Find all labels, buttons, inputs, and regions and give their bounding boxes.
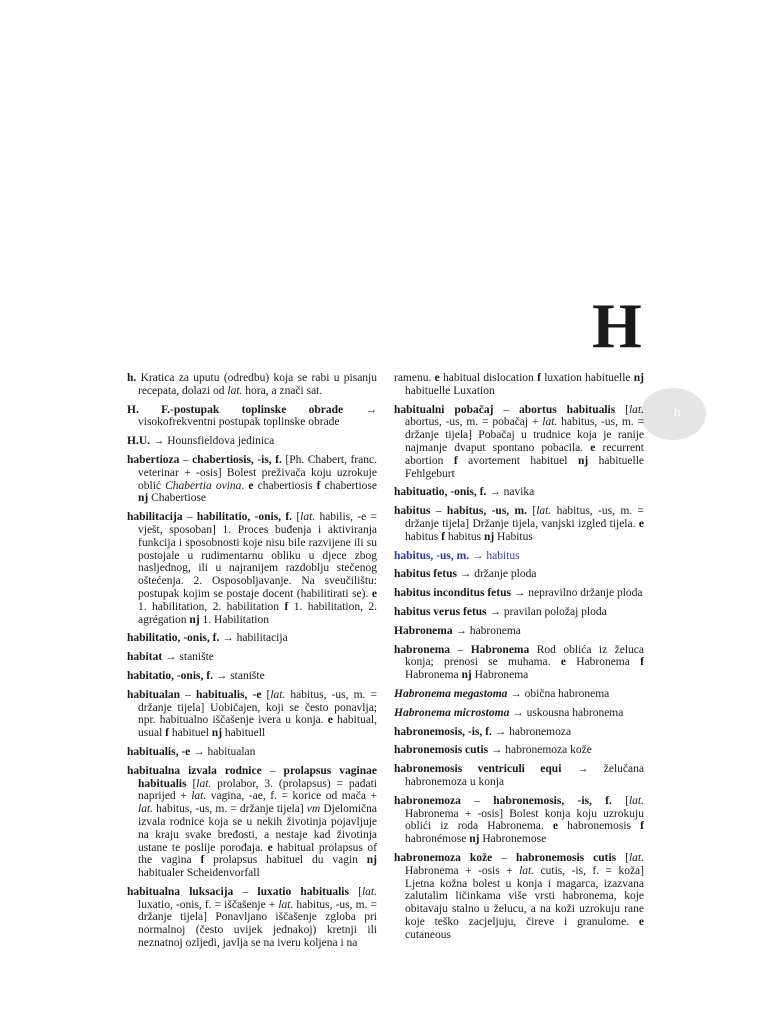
dictionary-entry bbox=[394, 372, 644, 398]
entry-text: 1. Habilitation bbox=[199, 613, 269, 626]
dictionary-column-left bbox=[127, 372, 377, 956]
entry-term: habitualis, -e bbox=[195, 688, 262, 701]
entry-term: f bbox=[200, 854, 205, 867]
entry-term: habitualna luksacija bbox=[127, 885, 234, 898]
entry-italic-text: lat. bbox=[628, 851, 644, 864]
entry-text: [ bbox=[527, 505, 537, 518]
entry-italic-text: lat. bbox=[191, 790, 207, 803]
entry-text: – bbox=[492, 851, 516, 864]
entry-text: – bbox=[180, 688, 196, 701]
entry-term: habronemosis cutis bbox=[394, 744, 489, 757]
entry-text: Rod oblića iz želuca konja; prenosi se muhama. bbox=[405, 643, 644, 669]
entry-text: → želučana habronemoza u konja bbox=[405, 763, 644, 788]
entry-italic-text: lat. bbox=[519, 864, 535, 877]
entry-term: e bbox=[560, 656, 566, 669]
entry-text: 1. habilitation, 2. habilitation bbox=[138, 600, 285, 613]
entry-text: Habronema bbox=[405, 669, 462, 682]
dictionary-entry bbox=[394, 486, 644, 499]
entry-term: chabertiosis, -is, f. bbox=[192, 453, 282, 466]
entry-term: habitat bbox=[127, 651, 163, 664]
entry-text: recurrent abortion bbox=[405, 441, 644, 467]
entry-text: Habronemose bbox=[479, 833, 547, 846]
entry-text: – bbox=[493, 403, 520, 416]
dictionary-entry bbox=[127, 404, 377, 430]
dictionary-entry bbox=[394, 587, 644, 600]
entry-term: habilitacija bbox=[127, 511, 183, 524]
entry-term: habronemosis, -is, f. bbox=[394, 725, 492, 738]
entry-term: habronemosis, -is, f. bbox=[493, 794, 612, 807]
entry-italic-text: lat. bbox=[196, 777, 212, 790]
entry-text: [ bbox=[611, 794, 629, 807]
entry-italic-text: lat. bbox=[361, 885, 377, 898]
entry-term: nj bbox=[211, 727, 223, 740]
dictionary-entry bbox=[394, 606, 644, 619]
entry-text: Habitus bbox=[494, 530, 533, 543]
entry-term: nj bbox=[469, 833, 480, 846]
entry-term: e bbox=[590, 441, 596, 454]
entry-term: habitus verus fetus bbox=[394, 605, 487, 618]
entry-text: Habronema bbox=[471, 669, 529, 682]
entry-term: nj bbox=[189, 613, 200, 626]
entry-text: → habronema bbox=[452, 624, 521, 637]
dictionary-entry bbox=[127, 372, 377, 398]
entry-text: habitus, -us, m. = držanje tijela] Držanje tijela, vanjski izgled tijela. bbox=[405, 505, 645, 530]
entry-term: habitus bbox=[394, 505, 431, 518]
entry-term: habitualna izvala rodnice bbox=[127, 764, 262, 777]
entry-text: avortement habituel bbox=[457, 454, 578, 467]
entry-text: – bbox=[179, 453, 193, 466]
entry-term: e bbox=[434, 372, 440, 384]
dictionary-entry bbox=[127, 454, 377, 505]
entry-term: nj bbox=[366, 854, 377, 867]
dictionary-entry bbox=[394, 726, 644, 739]
entry-term: nj bbox=[577, 454, 589, 467]
entry-italic-text: lat. bbox=[227, 384, 243, 397]
entry-term: habronemoza kože bbox=[394, 851, 493, 864]
entry-text: Habronema + -osis] Bolest konja koju uzrokuju oblići iz roda Habronema. bbox=[405, 807, 644, 833]
dictionary-entry bbox=[127, 746, 377, 759]
entry-text: → habitualan bbox=[190, 745, 256, 758]
entry-text: → habronemoza bbox=[491, 725, 572, 738]
entry-text: [ bbox=[615, 403, 629, 416]
entry-text: chabertiose bbox=[320, 479, 377, 492]
entry-text: luxatio, -onis, f. = iščašenje + bbox=[138, 898, 279, 911]
dictionary-entry bbox=[394, 644, 644, 682]
entry-text: → nepravilno držanje ploda bbox=[510, 587, 643, 600]
entry-text: habitualer Scheidenvorfall bbox=[138, 867, 260, 880]
entry-term: prolapsus vaginae habitualis bbox=[138, 764, 378, 790]
entry-text: → uskousna habronema bbox=[509, 706, 624, 719]
entry-term: habitus, -us, m. bbox=[446, 505, 527, 518]
entry-term: e bbox=[638, 517, 644, 530]
entry-text: → obična habronema bbox=[507, 687, 610, 700]
dictionary-entry bbox=[127, 651, 377, 664]
entry-term: e bbox=[327, 714, 333, 727]
dictionary-entry bbox=[127, 670, 377, 683]
entry-italic-text: lat. bbox=[300, 511, 316, 524]
entry-text: → visokofrekventni postupak toplinske obrade bbox=[138, 403, 377, 429]
entry-text: [ bbox=[261, 688, 271, 701]
dictionary-column-right bbox=[394, 372, 644, 947]
entry-text: habitus, -us, m. = držanje tijela] Pobačaj u trudnice koja je ranije najmanje dvaput spontano pobacila. bbox=[405, 416, 644, 454]
entry-text: Chabertiose bbox=[148, 492, 207, 505]
entry-term: f bbox=[537, 372, 541, 384]
entry-term: h. bbox=[127, 372, 137, 384]
entry-text: habituelle Luxation bbox=[405, 384, 495, 397]
entry-term: f bbox=[640, 820, 644, 833]
entry-term: habituatio, -onis, f. bbox=[394, 486, 487, 499]
thumb-index-letter: h bbox=[674, 404, 681, 419]
entry-text: → stanište bbox=[162, 651, 214, 664]
entry-term: habertioza bbox=[127, 453, 180, 466]
entry-text: hora, a znači sat. bbox=[242, 384, 323, 397]
entry-term: Habronema microstoma bbox=[394, 706, 510, 719]
entry-text: [ bbox=[348, 885, 362, 898]
dictionary-entry bbox=[394, 744, 644, 757]
entry-text: [Ph. Chabert, franc. veterinar + -osis] Bolest preživača koju uzrokuje oblić bbox=[138, 453, 377, 492]
entry-text: vagina, -ae, f. = korice od mača + bbox=[206, 790, 378, 803]
entry-text: 1. habilitation, 2. agrégation bbox=[138, 600, 377, 626]
entry-text: habitual dislocation bbox=[439, 372, 538, 384]
entry-term: f bbox=[284, 600, 289, 613]
entry-term: Habronema bbox=[394, 624, 453, 637]
entry-term: e bbox=[552, 820, 559, 833]
entry-text: [ bbox=[292, 511, 301, 524]
entry-text: chabertiosis bbox=[253, 479, 317, 492]
entry-term: f bbox=[316, 479, 321, 492]
entry-term: habitus fetus bbox=[394, 568, 457, 581]
entry-text: – bbox=[450, 643, 471, 656]
entry-text: habituel bbox=[169, 727, 212, 740]
entry-term: Habronema megastoma bbox=[394, 687, 508, 700]
entry-term: f bbox=[453, 454, 458, 467]
entry-italic-text: lat. bbox=[542, 416, 558, 429]
entry-text: ramenu. bbox=[394, 372, 435, 384]
entry-italic-text: lat. bbox=[536, 505, 552, 518]
dictionary-entry-link[interactable] bbox=[394, 550, 644, 563]
entry-text: habitus, -us, m. = držanje tijela] Uobičajen, koji se često ponavlja; npr. habitualno iščašenje ivera u konja. bbox=[138, 688, 377, 727]
entry-text: → habronemoza kože bbox=[488, 744, 592, 757]
entry-term: habronemosis cutis bbox=[515, 851, 617, 864]
entry-term: e bbox=[267, 841, 273, 854]
entry-text: Habronema + -osis + bbox=[405, 864, 520, 877]
dictionary-entry bbox=[127, 632, 377, 645]
entry-italic-text: lat. bbox=[138, 803, 154, 816]
entry-italic-text: lat. bbox=[628, 403, 644, 416]
entry-term: H.U. bbox=[127, 435, 150, 448]
dictionary-entry bbox=[394, 852, 644, 942]
entry-text: Djelomična izvala rodnice koja se u nekih životinja pojavljuje na kraju svake bređosti, a nestaje kad životinja ustane te poslije porođaja. bbox=[138, 803, 377, 854]
entry-term: e bbox=[371, 587, 377, 600]
entry-text: habitus, -us, m. = držanje tijela] Ponavljano iščašenje zgloba pri normalnoj (često uvijek jednakoj) kretnji ili neznatnoj ozljedi, javlja se na iveru koljena i na bbox=[138, 898, 377, 950]
entry-text: cutis, -is, f. = koža] Ljetna kožna bolest u konja i magarca, izazvana zalutalim ličinkama više vrsti habronema, koje obitavaju stalno u želucu, a na koži uzrokuju rane koje teško zacjeljuju, čireve i granulome. bbox=[405, 864, 644, 928]
dictionary-entry bbox=[394, 625, 644, 638]
entry-text: Habronema bbox=[565, 656, 641, 669]
entry-text: abortus, -us, m. = pobačaj + bbox=[405, 416, 543, 429]
entry-italic-text: vm bbox=[306, 803, 321, 816]
dictionary-entry bbox=[394, 505, 644, 543]
entry-term: Habronema bbox=[470, 643, 530, 656]
entry-text: → Hounsfieldova jedinica bbox=[150, 435, 275, 448]
entry-text: → navika bbox=[486, 486, 535, 499]
entry-term: habitatio, -onis, f. bbox=[127, 669, 213, 682]
entry-term: habronema bbox=[394, 643, 451, 656]
thumb-index-tab[interactable] bbox=[640, 388, 706, 440]
entry-text: – bbox=[430, 505, 447, 518]
entry-term: habitualni pobačaj bbox=[394, 403, 494, 416]
entry-term: habilitatio, -onis, f. bbox=[127, 632, 220, 645]
dictionary-entry bbox=[394, 763, 644, 789]
dictionary-entry bbox=[127, 689, 377, 740]
dictionary-entry bbox=[127, 765, 377, 880]
entry-text: habilis, -e = vješt, sposoban] 1. Proces buđenja i aktiviranja funkcija i sposobnosti koje nisu bile razvijene ili su postojale u rudimentarnu obliku u djece zbog nasljednog, ili u najranijem razdoblju stečenog oštećenja. 2. Osposobljavanje. Na sveučilištu: postupak kojim se postaje docent (habilitirati se). bbox=[138, 511, 377, 600]
entry-term: e bbox=[248, 479, 254, 492]
entry-italic-text: lat. bbox=[278, 898, 294, 911]
entry-term: luxatio habitualis bbox=[257, 885, 349, 898]
entry-term: nj bbox=[138, 492, 149, 505]
dictionary-entry bbox=[394, 568, 644, 581]
entry-term: e bbox=[638, 915, 644, 928]
entry-text: habitus, -us, m. = držanje tijela] bbox=[153, 803, 307, 816]
entry-term: habitualis, -e bbox=[127, 745, 191, 758]
entry-text: – bbox=[460, 794, 494, 807]
entry-text: – bbox=[182, 511, 197, 524]
entry-term: nj bbox=[461, 669, 472, 682]
entry-text: → habilitacija bbox=[219, 632, 288, 645]
entry-text: → pravilan položaj ploda bbox=[486, 605, 607, 618]
dictionary-entry bbox=[127, 511, 377, 626]
entry-text: habitus bbox=[444, 530, 484, 543]
entry-term: H. F.-postupak toplinske obrade bbox=[127, 403, 344, 416]
entry-term: habitus inconditus fetus bbox=[394, 587, 511, 600]
entry-text: habitual prolapsus of the vagina bbox=[138, 841, 378, 867]
entry-text: habitus bbox=[405, 530, 442, 543]
entry-text: prolapsus habituel du vagin bbox=[204, 854, 367, 867]
entry-text: → držanje ploda bbox=[456, 568, 537, 581]
entry-term: abortus habitualis bbox=[519, 403, 616, 416]
entry-text: Kratica za uputu (odredbu) koja se rabi u pisanju recepata, dolazi od bbox=[136, 372, 377, 397]
entry-text: . bbox=[241, 479, 249, 492]
entry-text: prolabor, 3. (prolapsus) = padati naprijed + bbox=[138, 777, 377, 803]
entry-term: habronemosis ventriculi equi bbox=[394, 763, 562, 776]
entry-text: → habitus bbox=[469, 549, 520, 562]
entry-term: f bbox=[640, 656, 644, 669]
dictionary-entry bbox=[394, 795, 644, 846]
dictionary-entry bbox=[394, 688, 644, 701]
entry-term: f bbox=[441, 530, 445, 543]
entry-text: – bbox=[261, 764, 284, 777]
entry-term: habitualan bbox=[127, 688, 181, 701]
entry-text: habronemosis bbox=[558, 820, 641, 833]
entry-text: habituelle Fehlgeburt bbox=[405, 454, 645, 480]
entry-text: – bbox=[233, 885, 258, 898]
entry-text: → stanište bbox=[212, 669, 265, 682]
entry-text: [ bbox=[186, 777, 197, 790]
dictionary-entry bbox=[394, 404, 644, 481]
entry-term: habitus, -us, m. bbox=[394, 549, 470, 562]
entry-term: f bbox=[165, 727, 169, 740]
entry-text: [ bbox=[616, 851, 629, 864]
entry-term: nj bbox=[633, 372, 644, 384]
entry-term: habronemoza bbox=[394, 794, 461, 807]
entry-text: cutaneous bbox=[405, 928, 451, 941]
entry-term: habilitatio, -onis, f. bbox=[196, 511, 293, 524]
dictionary-entry bbox=[394, 707, 644, 720]
entry-text: habronémose bbox=[405, 833, 470, 846]
section-letter: H bbox=[592, 290, 642, 361]
entry-text: luxation habituelle bbox=[540, 372, 634, 384]
dictionary-entry bbox=[127, 435, 377, 448]
entry-text: habitual, usual bbox=[138, 714, 377, 740]
entry-italic-text: lat. bbox=[628, 794, 644, 807]
entry-italic-text: lat. bbox=[270, 688, 286, 701]
entry-italic-text: Chabertia ovina bbox=[165, 479, 242, 492]
dictionary-entry bbox=[127, 886, 377, 950]
entry-term: nj bbox=[483, 530, 495, 543]
entry-text: habituell bbox=[222, 727, 266, 740]
